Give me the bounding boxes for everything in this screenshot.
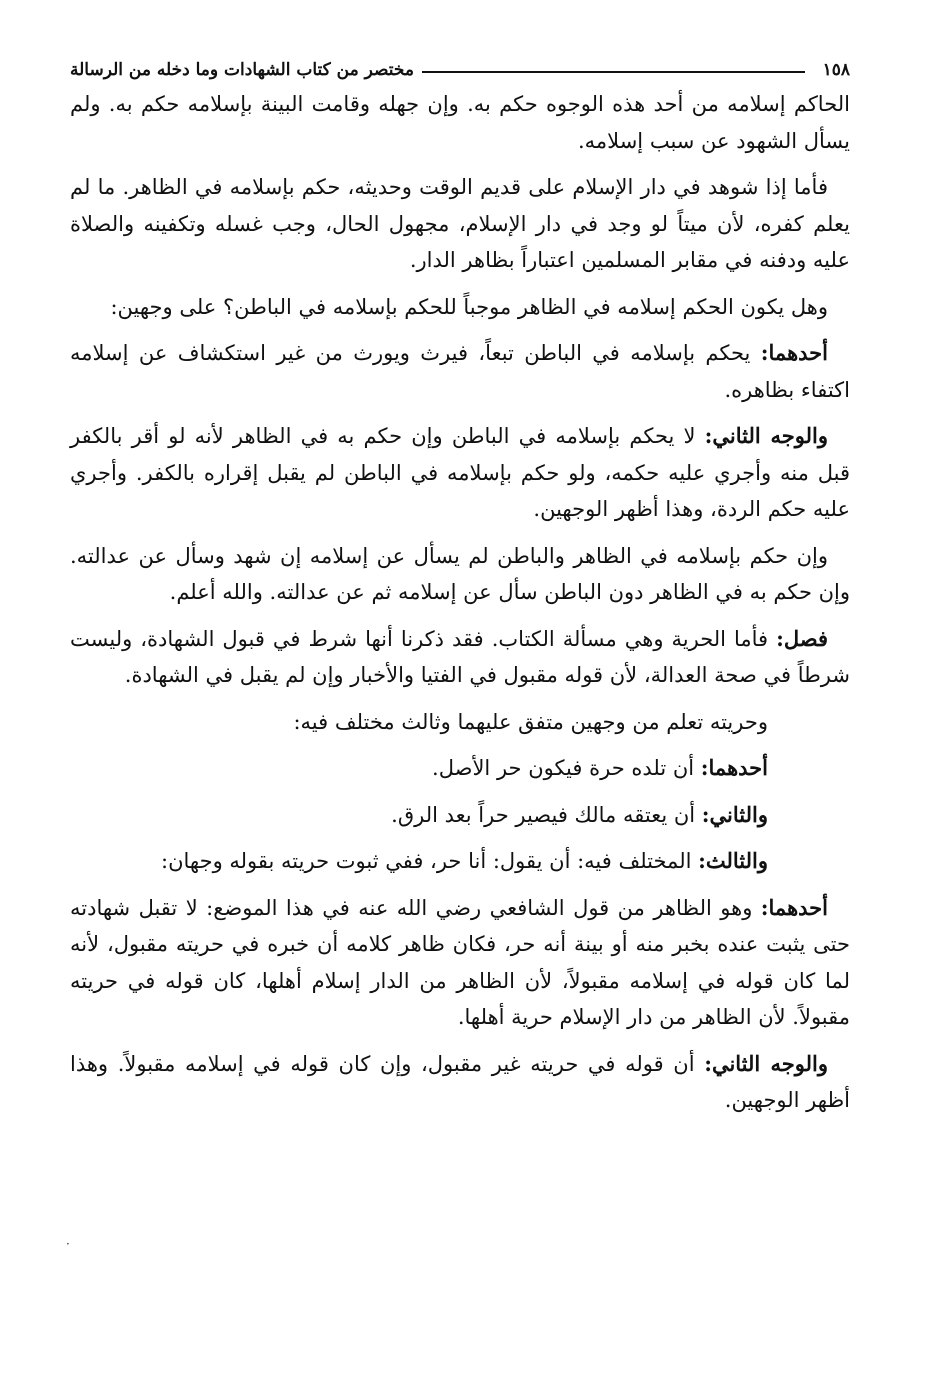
paragraph-text: فأما إذا شوهد في دار الإسلام على قديم الوقت وحديثه، حكم بإسلامه في الظاهر. ما لم يعلم كفره، لأن ميتاً لو وجد في دار الإسلام، مجهول الحال، وجب غسله وتكفينه والصلاة عليه ودفنه في مقابر المسلمين اعتباراً بظاهر الدار. <box>70 175 850 272</box>
paragraph <box>70 418 850 528</box>
page-header <box>70 60 850 80</box>
paragraph-text: وحريته تعلم من وجهين متفق عليهما وثالث مختلف فيه: <box>293 709 768 734</box>
running-title: مختصر من كتاب الشهادات وما دخله من الرسالة <box>70 60 414 80</box>
paragraph-lead: والثاني: <box>701 801 768 827</box>
paragraph-text: فأما الحرية وهي مسألة الكتاب. فقد ذكرنا أنها شرط في قبول الشهادة، وليست شرطاً في صحة العدالة، لأن قوله مقبول في الفتيا والأخبار وإن لم يقبل في الشهادة. <box>70 626 850 687</box>
paragraph-lead: والوجه الثاني: <box>704 1050 828 1076</box>
paragraph-text: يحكم بإسلامه في الباطن تبعاً، فيرث ويورث من غير استكشاف عن إسلامه اكتفاء بظاهره. <box>70 341 850 402</box>
paragraph-text: وإن حكم بإسلامه في الظاهر والباطن لم يسأل عن إسلامه إن شهد وسأل عن عدالته. وإن حكم به في الظاهر دون الباطن سأل عن إسلامه ثم عن عدالته. والله أعلم. <box>70 543 850 604</box>
paragraph-lead: والوجه الثاني: <box>704 423 829 448</box>
paragraph <box>70 890 850 1036</box>
paragraph-text: أن تلده حرة فيكون حر الأصل. <box>432 756 701 780</box>
paragraph-lead: أحدهما: <box>700 755 768 780</box>
paragraph <box>70 750 850 787</box>
paragraph <box>70 538 850 611</box>
header-rule <box>422 71 805 73</box>
paragraph <box>70 843 850 880</box>
section-heading: فصل: <box>776 625 828 651</box>
paragraph-text: المختلف فيه: أن يقول: أنا حر، ففي ثبوت حريته بقوله وجهان: <box>161 849 699 873</box>
paragraph-text: أن يعتقه مالك فيصير حراً بعد الرق. <box>391 802 702 827</box>
document-page <box>70 60 850 1129</box>
paragraph <box>70 704 850 741</box>
paragraph <box>70 86 850 159</box>
paragraph <box>70 335 850 408</box>
paragraph-lead: أحدهما: <box>760 340 828 365</box>
paragraph-text: الحاكم إسلامه من أحد هذه الوجوه حكم به. وإن جهله وقامت البينة بإسلامه حكم به. ولم يسأل الشهود عن سبب إسلامه. <box>70 92 850 153</box>
paragraph-text: أن قوله في حريته غير مقبول، وإن كان قوله في إسلامه مقبولاً. وهذا أظهر الوجهين. <box>70 1051 850 1112</box>
paragraph-text: وهل يكون الحكم إسلامه في الظاهر موجباً للحكم بإسلامه في الباطن؟ على وجهين: <box>110 294 828 319</box>
paragraph <box>70 797 850 834</box>
paragraph <box>70 289 850 326</box>
section-paragraph <box>70 621 850 694</box>
paragraph-text: لا يحكم بإسلامه في الباطن وإن حكم به في الظاهر لأنه لو أقر بالكفر قبل منه وأجري عليه حكمه، ولو حكم بإسلامه في الباطن لم يقبل إقراره بالكفر. وأجري عليه حكم الردة، وهذا أظهر الوجهين. <box>70 424 850 521</box>
scan-speck: · <box>66 1237 70 1251</box>
paragraph-lead: أحدهما: <box>760 894 828 920</box>
page-number: ١٥٨ <box>822 60 850 80</box>
paragraph-lead: والثالث: <box>698 848 768 873</box>
paragraph <box>70 169 850 279</box>
paragraph <box>70 1046 850 1119</box>
paragraph-text: وهو الظاهر من قول الشافعي رضي الله عنه في هذا الموضع: لا تقبل شهادته حتى يثبت عنده بخبر منه أو بينة أنه حر، فكان ظاهر كلامه أن خبره في حريته مقبول، لأنه لما كان قوله في إسلامه مقبولاً، لأن الظاهر من الدار إسلام أهلها، كان قوله في حريته مقبولاً. لأن الظاهر من دار الإسلام حرية أهلها. <box>70 895 850 1029</box>
